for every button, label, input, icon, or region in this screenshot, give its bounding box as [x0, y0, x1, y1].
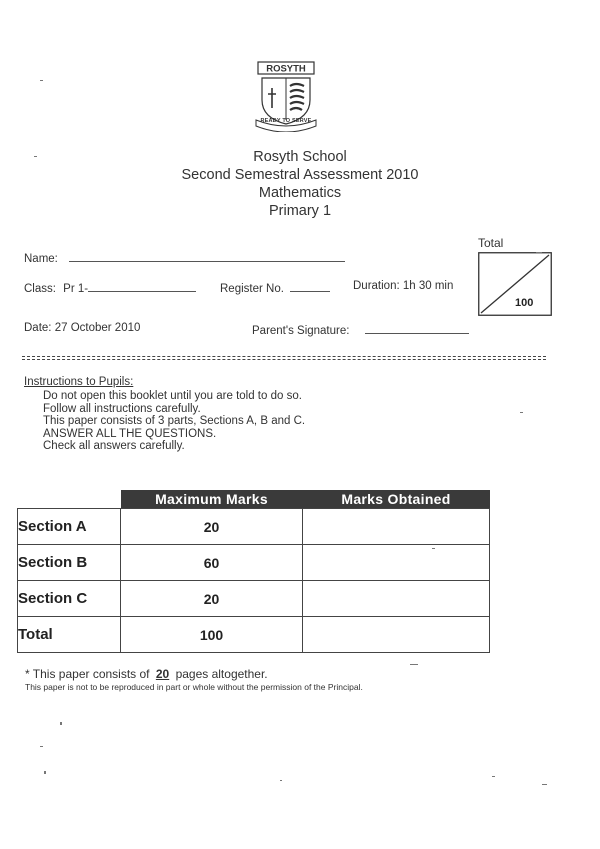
- copyright-note: This paper is not to be reproduced in part or whole without the permission of the Principal.: [25, 682, 363, 692]
- crest-motto: READY TO SERVE: [260, 118, 312, 124]
- assessment-title: Second Semestral Assessment 2010: [181, 167, 419, 183]
- section-b-obtained[interactable]: [303, 545, 490, 581]
- table-row: [18, 581, 490, 617]
- marks-table: [17, 490, 490, 653]
- pages-note: [25, 667, 268, 681]
- instruction-line: This paper consists of 3 parts, Sections A, B and C.: [43, 415, 306, 428]
- scan-speck: [40, 746, 43, 747]
- instruction-line: Follow all instructions carefully.: [43, 402, 201, 415]
- marks-header-row: [18, 490, 490, 509]
- crest-banner: ROSYTH: [266, 63, 306, 75]
- section-b-max: 60: [121, 545, 303, 581]
- total-row-obtained[interactable]: [303, 617, 490, 653]
- name-line[interactable]: [69, 250, 345, 262]
- scan-speck: [280, 780, 282, 781]
- table-row: [18, 545, 490, 581]
- total-row-label: Total: [18, 617, 121, 653]
- table-row: [18, 617, 490, 653]
- scan-speck: [34, 156, 37, 157]
- duration-field: [353, 280, 453, 292]
- date-label: Date:: [24, 322, 52, 334]
- separator-line-2: [22, 359, 546, 360]
- class-value: Pr 1-: [63, 283, 89, 295]
- school-name: Rosyth School: [253, 149, 347, 165]
- header-marks-obtained: Marks Obtained: [303, 490, 490, 509]
- header-maximum-marks: Maximum Marks: [121, 490, 303, 509]
- register-line[interactable]: [290, 280, 330, 292]
- section-c-obtained[interactable]: [303, 581, 490, 617]
- instructions-heading: Instructions to Pupils:: [24, 376, 134, 388]
- instruction-line: ANSWER ALL THE QUESTIONS.: [43, 427, 217, 440]
- scan-speck: [492, 776, 495, 777]
- date-value: 27 October 2010: [54, 322, 141, 334]
- scan-speck: [542, 784, 547, 785]
- instructions-list: [43, 390, 305, 453]
- name-field[interactable]: [24, 250, 345, 265]
- signature-line[interactable]: [365, 322, 469, 334]
- scan-speck: [40, 80, 43, 81]
- duration-value: 1h 30 min: [402, 280, 454, 292]
- scan-speck: [60, 722, 62, 725]
- level: Primary 1: [268, 203, 332, 219]
- title-block: [0, 148, 600, 220]
- signature-field[interactable]: [252, 322, 469, 337]
- register-label: Register No.: [220, 283, 284, 295]
- scan-speck: [44, 771, 46, 774]
- class-line[interactable]: [88, 280, 196, 292]
- subject: Mathematics: [258, 185, 342, 201]
- pages-prefix: * This paper consists of: [25, 667, 150, 681]
- section-a-obtained[interactable]: [303, 509, 490, 545]
- table-row: [18, 509, 490, 545]
- duration-label: Duration:: [353, 280, 400, 292]
- scan-speck: [536, 252, 542, 253]
- date-field: [24, 322, 140, 334]
- section-c-label: Section C: [18, 581, 121, 617]
- class-field[interactable]: [24, 280, 196, 295]
- scan-speck: [410, 664, 418, 665]
- pages-suffix: pages altogether.: [175, 667, 268, 681]
- total-max: 100: [515, 297, 534, 309]
- separator-line: [22, 356, 546, 357]
- section-a-label: Section A: [18, 509, 121, 545]
- total-row-max: 100: [121, 617, 303, 653]
- scan-speck: [520, 412, 523, 413]
- instruction-line: Check all answers carefully.: [43, 440, 185, 453]
- class-label: Class:: [24, 283, 56, 295]
- pages-count: 20: [155, 667, 170, 681]
- section-b-label: Section B: [18, 545, 121, 581]
- signature-label: Parent's Signature:: [252, 325, 350, 337]
- register-field[interactable]: [220, 280, 330, 295]
- scan-speck: [432, 548, 435, 549]
- name-label: Name:: [24, 253, 58, 265]
- instruction-line: Do not open this booklet until you are told to do so.: [43, 390, 302, 402]
- section-a-max: 20: [121, 509, 303, 545]
- total-label: Total: [478, 236, 504, 250]
- section-c-max: 20: [121, 581, 303, 617]
